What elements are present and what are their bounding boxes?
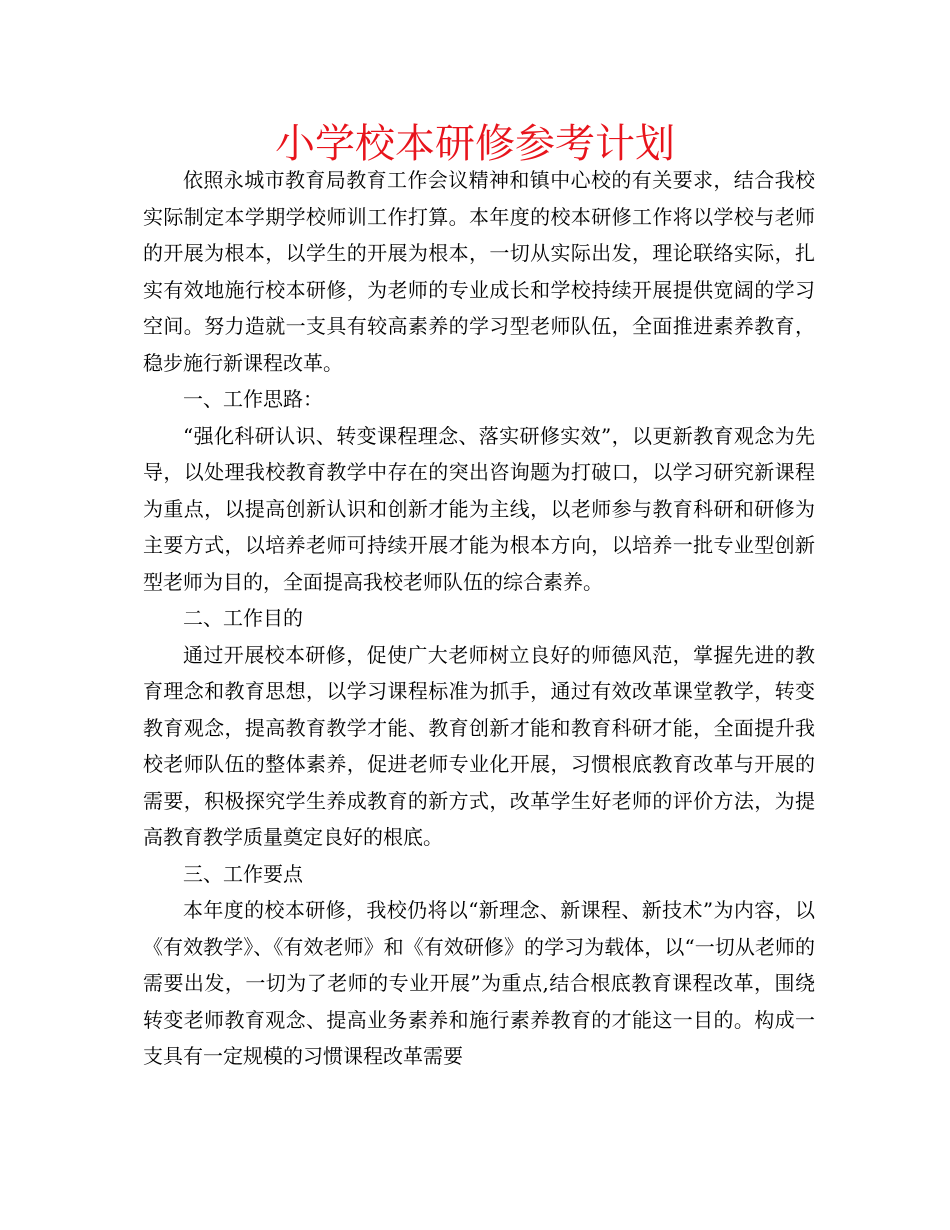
document-body: [143, 162, 815, 1075]
section-heading-work-approach: 一、工作思路：: [183, 387, 323, 411]
work-approach-paragraph: “强化科研认识、转变课程理念、落实研修实效”，以更新教育观念为先导，以处理我校教育教学中存在的突出咨询题为打破口，以学习研究新课程为重点，以提高创新认识和创新才能为主线，以老师参与教育科研和研修为主要方式，以培养老师可持续开展才能为根本方向，以培养一批专业型创新型老师为目的，全面提高我校老师队伍的综合素养。: [143, 423, 815, 594]
section-heading-work-goal: 二、工作目的: [183, 606, 303, 630]
work-points-paragraph: 本年度的校本研修，我校仍将以“新理念、新课程、新技术”为内容，以《有效教学》、《有效老师》和《有效研修》的学习为载体，以“一切从老师的需要出发，一切为了老师的专业开展”为重点,结合根底教育课程改革，围绕转变老师教育观念、提高业务素养和施行素养教育的才能这一目的。构成一支具有一定规模的习惯课程改革需要: [143, 898, 815, 1068]
section-heading-work-points: 三、工作要点: [183, 861, 303, 886]
document-title: 小学校本研修参考计划: [275, 121, 675, 167]
work-goal-paragraph: 通过开展校本研修，促使广大老师树立良好的师德风范，掌握先进的教育理念和教育思想，以学习课程标准为抓手，通过有效改革课堂教学，转变教育观念，提高教育教学才能、教育创新才能和教育科研才能，全面提升我校老师队伍的整体素养，促进老师专业化开展，习惯根底教育改革与开展的需要，积极探究学生养成教育的新方式，改革学生好老师的评价方法，为提高教育教学质量奠定良好的根底。: [143, 642, 815, 849]
intro-paragraph: 依照永城市教育局教育工作会议精神和镇中心校的有关要求，结合我校实际制定本学期学校师训工作打算。本年度的校本研修工作将以学校与老师的开展为根本，以学生的开展为根本，一切从实际出发，理论联络实际，扎实有效地施行校本研修，为老师的专业成长和学校持续开展提供宽阔的学习空间。努力造就一支具有较高素养的学习型老师队伍，全面推进素养教育，稳步施行新课程改革。: [143, 168, 815, 375]
